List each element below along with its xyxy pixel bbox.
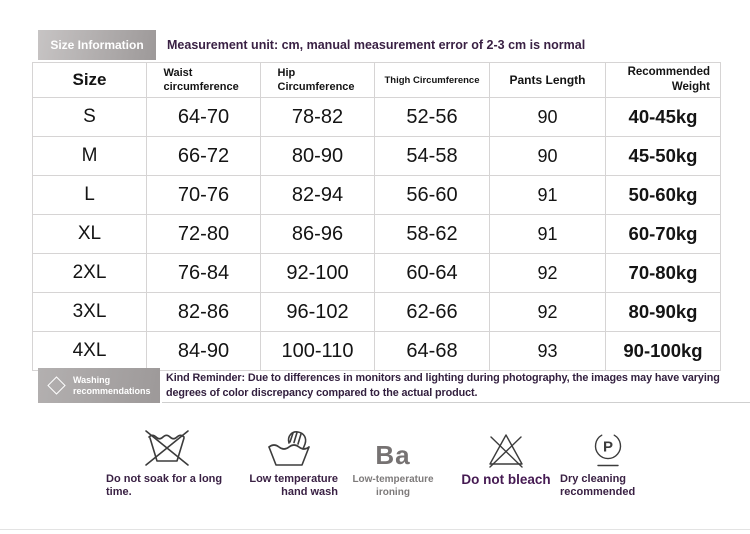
- table-cell: 90-100kg: [606, 332, 721, 371]
- table-cell: 3XL: [33, 293, 147, 332]
- table-cell: 76-84: [147, 254, 261, 293]
- size-table-header-row: [33, 63, 721, 98]
- column-header: [375, 63, 490, 98]
- dry-cleaning-p-symbol: P: [602, 438, 614, 456]
- table-cell: L: [33, 176, 147, 215]
- table-cell: 82-86: [147, 293, 261, 332]
- care-label: Low temperature hand wash: [249, 473, 338, 498]
- table-cell: 72-80: [147, 215, 261, 254]
- table-cell: 78-82: [261, 98, 375, 137]
- table-cell: S: [33, 98, 147, 137]
- table-cell: 84-90: [147, 332, 261, 371]
- table-cell: 82-94: [261, 176, 375, 215]
- table-cell: 4XL: [33, 332, 147, 371]
- table-cell: 92: [490, 293, 606, 332]
- diamond-icon: [47, 376, 65, 394]
- table-cell: 93: [490, 332, 606, 371]
- do-not-bleach-icon: [486, 430, 526, 468]
- table-cell: 80-90: [261, 137, 375, 176]
- table-cell: 45-50kg: [606, 137, 721, 176]
- bottom-divider: [0, 529, 750, 530]
- table-row: [33, 293, 721, 332]
- table-cell: 90: [490, 137, 606, 176]
- care-item-hand-wash: [240, 428, 338, 499]
- table-cell: 60-70kg: [606, 215, 721, 254]
- table-cell: 86-96: [261, 215, 375, 254]
- table-row: [33, 254, 721, 293]
- care-item-low-temperature-ironing: [350, 428, 436, 499]
- reminder-divider: [162, 402, 750, 403]
- size-table: [32, 62, 721, 371]
- column-header-label: Size: [72, 70, 107, 89]
- care-label: Dry cleaning recommended: [560, 473, 636, 498]
- table-cell: 100-110: [261, 332, 375, 371]
- size-information-tag-label: Size Information: [50, 38, 144, 52]
- table-cell: 54-58: [375, 137, 490, 176]
- size-information-tag: [38, 30, 156, 60]
- table-cell: 66-72: [147, 137, 261, 176]
- table-row: [33, 176, 721, 215]
- do-not-soak-icon: [144, 428, 190, 468]
- table-row: [33, 137, 721, 176]
- table-row: [33, 332, 721, 371]
- table-cell: 64-70: [147, 98, 261, 137]
- washing-recommendations-tag: [38, 368, 160, 403]
- measurement-note: Measurement unit: cm, manual measurement error of 2-3 cm is normal: [167, 38, 586, 52]
- column-header-label: Recommended Weight: [627, 66, 710, 93]
- table-cell: 58-62: [375, 215, 490, 254]
- table-cell: 92-100: [261, 254, 375, 293]
- size-table-body: [33, 98, 721, 371]
- table-cell: 62-66: [375, 293, 490, 332]
- washing-recommendations-label: Washing recommendations: [73, 374, 151, 396]
- table-cell: M: [33, 137, 147, 176]
- table-cell: 64-68: [375, 332, 490, 371]
- care-label: Low-temperature ironing: [352, 474, 434, 498]
- low-temperature-ironing-icon: Ba: [375, 440, 411, 470]
- care-item-do-not-bleach: [448, 428, 564, 486]
- table-cell: 92: [490, 254, 606, 293]
- table-cell: 70-76: [147, 176, 261, 215]
- dry-cleaning-icon: [588, 430, 628, 468]
- column-header: [147, 63, 261, 98]
- care-label: Do not bleach: [461, 472, 551, 487]
- table-cell: 70-80kg: [606, 254, 721, 293]
- column-header-label: Pants Length: [509, 73, 586, 87]
- column-header: [33, 63, 147, 98]
- table-cell: 90: [490, 98, 606, 137]
- table-row: [33, 98, 721, 137]
- table-cell: 40-45kg: [606, 98, 721, 137]
- column-header: [490, 63, 606, 98]
- care-item-dry-cleaning: [554, 428, 662, 499]
- column-header: [261, 63, 375, 98]
- column-header: [606, 63, 721, 98]
- table-cell: 50-60kg: [606, 176, 721, 215]
- column-header-label: Waist circumference: [163, 66, 239, 93]
- hand-wash-icon: [266, 428, 312, 468]
- table-cell: 91: [490, 176, 606, 215]
- table-row: [33, 215, 721, 254]
- table-cell: 52-56: [375, 98, 490, 137]
- table-cell: 80-90kg: [606, 293, 721, 332]
- column-header-label: Hip Circumference: [277, 66, 355, 93]
- table-cell: XL: [33, 215, 147, 254]
- care-label: Do not soak for a long time.: [106, 473, 223, 498]
- kind-reminder-text: Kind Reminder: Due to differences in monitors and lighting during photography, the images may have varying degrees of color discrepancy compared to the actual product.: [166, 372, 720, 399]
- column-header-label: Thigh Circumference: [384, 74, 480, 86]
- table-cell: 96-102: [261, 293, 375, 332]
- table-cell: 2XL: [33, 254, 147, 293]
- table-cell: 91: [490, 215, 606, 254]
- table-cell: 60-64: [375, 254, 490, 293]
- care-item-do-not-soak: [106, 428, 228, 499]
- table-cell: 56-60: [375, 176, 490, 215]
